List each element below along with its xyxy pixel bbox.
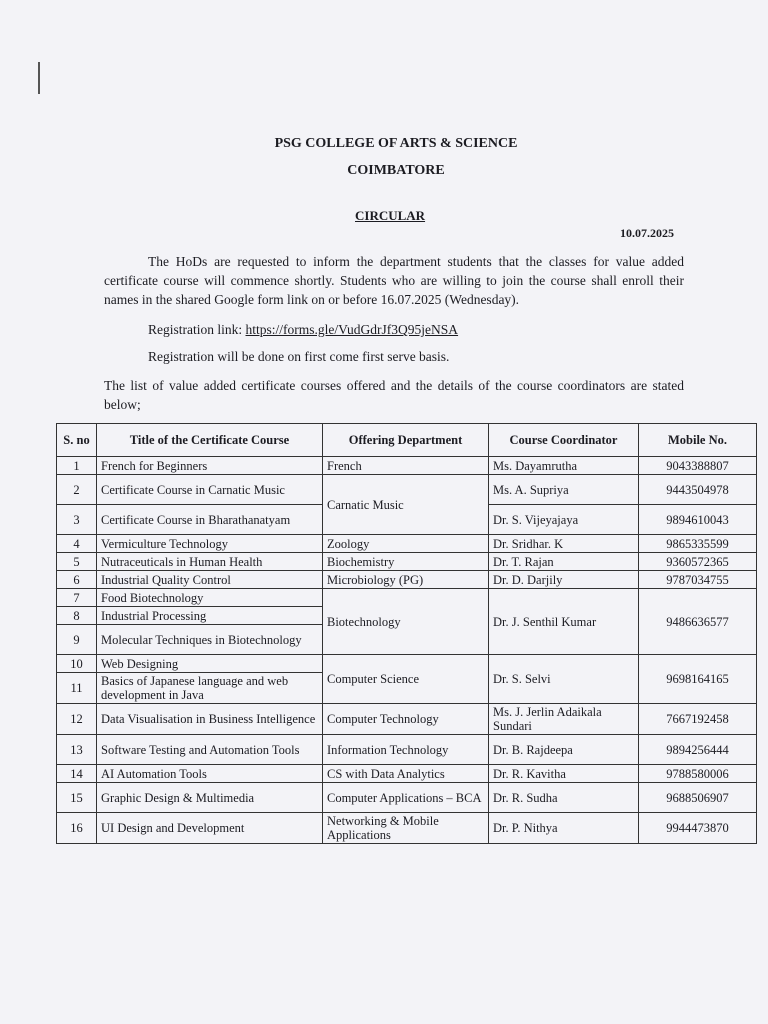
cell-coordinator: Ms. Dayamrutha [489,457,639,475]
table-row [57,783,757,813]
circular-heading: CIRCULAR [355,208,426,223]
header-coordinator: Course Coordinator [489,424,639,457]
scan-mark [38,62,40,94]
cell-title: Basics of Japanese language and web development in Java [97,673,323,704]
cell-mobile: 9443504978 [639,475,757,505]
cell-coordinator: Dr. J. Senthil Kumar [489,589,639,655]
cell-sno: 13 [57,735,97,765]
cell-coordinator: Dr. P. Nithya [489,813,639,844]
cell-title: Data Visualisation in Business Intelligence [97,704,323,735]
cell-title: Software Testing and Automation Tools [97,735,323,765]
cell-dept: Carnatic Music [323,475,489,535]
cell-title: Food Biotechnology [97,589,323,607]
cell-mobile: 9788580006 [639,765,757,783]
circular-date: 10.07.2025 [620,226,674,240]
cell-sno: 10 [57,655,97,673]
cell-dept: Biotechnology [323,589,489,655]
cell-sno: 6 [57,571,97,589]
cell-sno: 9 [57,625,97,655]
course-table [56,423,757,844]
cell-mobile: 9894610043 [639,505,757,535]
table-row [57,571,757,589]
cell-title: French for Beginners [97,457,323,475]
cell-dept: Computer Science [323,655,489,704]
cell-dept: Networking & Mobile Applications [323,813,489,844]
cell-sno: 3 [57,505,97,535]
cell-sno: 11 [57,673,97,704]
table-row [57,813,757,844]
cell-coordinator: Dr. B. Rajdeepa [489,735,639,765]
cell-mobile: 9698164165 [639,655,757,704]
table-row [57,553,757,571]
cell-title: UI Design and Development [97,813,323,844]
cell-mobile: 7667192458 [639,704,757,735]
table-row [57,704,757,735]
registration-line [148,320,668,339]
cell-sno: 7 [57,589,97,607]
cell-sno: 8 [57,607,97,625]
college-name: PSG COLLEGE OF ARTS & SCIENCE [274,136,518,151]
table-row [57,765,757,783]
table-row [57,589,757,607]
cell-mobile: 9944473870 [639,813,757,844]
cell-coordinator: Dr. T. Rajan [489,553,639,571]
cell-coordinator: Dr. D. Darjily [489,571,639,589]
header-title: Title of the Certificate Course [97,424,323,457]
cell-title: Industrial Processing [97,607,323,625]
cell-mobile: 9865335599 [639,535,757,553]
cell-mobile: 9486636577 [639,589,757,655]
cell-dept: French [323,457,489,475]
cell-coordinator: Dr. S. Vijeyajaya [489,505,639,535]
cell-title: Molecular Techniques in Biotechnology [97,625,323,655]
cell-dept: CS with Data Analytics [323,765,489,783]
table-row [57,535,757,553]
cell-mobile: 9360572365 [639,553,757,571]
cell-mobile: 9043388807 [639,457,757,475]
college-city: COIMBATORE [347,163,445,178]
cell-sno: 2 [57,475,97,505]
registration-note: Registration will be done on first come first serve basis. [148,349,450,364]
registration-label: Registration link: [148,322,246,337]
cell-title: Vermiculture Technology [97,535,323,553]
cell-coordinator: Ms. J. Jerlin Adaikala Sundari [489,704,639,735]
table-row [57,457,757,475]
table-header-row [57,424,757,457]
intro-paragraph: The HoDs are requested to inform the department students that the classes for value added certificate course will commence shortly. Students who are willing to join the course shall enroll their names in the shared Google form link on or before 16.07.2025 (Wednesday). [104,254,684,307]
table-row [57,655,757,673]
cell-mobile: 9688506907 [639,783,757,813]
cell-dept: Computer Technology [323,704,489,735]
cell-mobile: 9787034755 [639,571,757,589]
cell-coordinator: Ms. A. Supriya [489,475,639,505]
header-sno: S. no [57,424,97,457]
cell-dept: Information Technology [323,735,489,765]
cell-sno: 16 [57,813,97,844]
cell-title: Certificate Course in Bharathanatyam [97,505,323,535]
cell-coordinator: Dr. R. Kavitha [489,765,639,783]
cell-sno: 15 [57,783,97,813]
cell-title: Certificate Course in Carnatic Music [97,475,323,505]
cell-sno: 14 [57,765,97,783]
cell-sno: 12 [57,704,97,735]
cell-dept: Computer Applications – BCA [323,783,489,813]
cell-coordinator: Dr. S. Selvi [489,655,639,704]
cell-coordinator: Dr. Sridhar. K [489,535,639,553]
cell-title: Nutraceuticals in Human Health [97,553,323,571]
table-row [57,475,757,505]
cell-mobile: 9894256444 [639,735,757,765]
cell-dept: Microbiology (PG) [323,571,489,589]
cell-title: Web Designing [97,655,323,673]
cell-sno: 5 [57,553,97,571]
registration-link[interactable]: https://forms.gle/VudGdrJf3Q95jeNSA [245,322,459,337]
cell-dept: Zoology [323,535,489,553]
cell-sno: 4 [57,535,97,553]
cell-sno: 1 [57,457,97,475]
cell-title: Graphic Design & Multimedia [97,783,323,813]
table-row [57,735,757,765]
cell-title: AI Automation Tools [97,765,323,783]
course-list-intro: The list of value added certificate courses offered and the details of the course coordinators are stated below; [104,378,684,412]
cell-dept: Biochemistry [323,553,489,571]
cell-coordinator: Dr. R. Sudha [489,783,639,813]
header-dept: Offering Department [323,424,489,457]
cell-title: Industrial Quality Control [97,571,323,589]
header-mobile: Mobile No. [639,424,757,457]
